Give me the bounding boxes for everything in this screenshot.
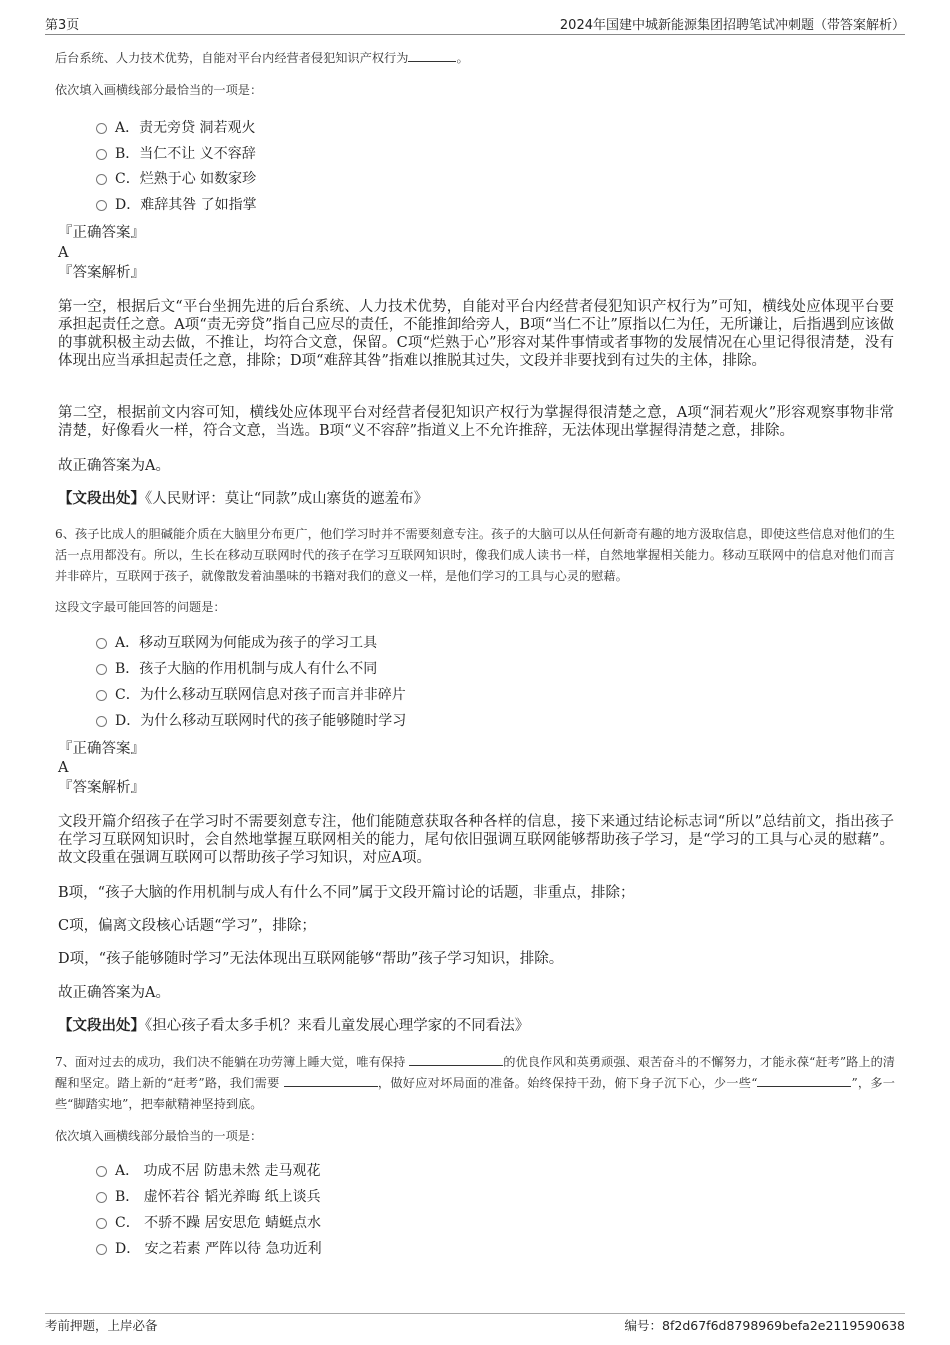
q5-option-c[interactable]: C．烂熟于心 如数家珍 (96, 170, 256, 188)
radio-icon[interactable] (96, 1192, 107, 1203)
q6-answer: A (58, 760, 69, 776)
q5-answer-label: 『正确答案』 (58, 225, 145, 241)
radio-icon[interactable] (96, 690, 107, 701)
q6-option-b[interactable]: B．孩子大脑的作用机制与成人有什么不同 (96, 660, 377, 678)
q7-option-c[interactable]: C． 不骄不躁 居安思危 蜻蜓点水 (96, 1214, 321, 1232)
document-code: 编号：8f2d67f6d8798969befa2e2119590638 (624, 1318, 905, 1333)
radio-icon[interactable] (96, 149, 107, 160)
q7-option-d[interactable]: D． 安之若素 严阵以待 急功近利 (96, 1240, 322, 1258)
q5-stem-tail: 后台系统、人力技术优势，自能对平台内经营者侵犯知识产权行为 。 (55, 51, 469, 65)
radio-icon[interactable] (96, 174, 107, 185)
fill-blank (757, 1074, 851, 1087)
q5-answer: A (58, 245, 69, 261)
q6-stem: 6、孩子比成人的胆碱能介质在大脑里分布更广，他们学习时并不需要刻意专注。孩子的大脑可以从任何新奇有趣的地方汲取信息，即使这些信息对他们的生活一点用都没有。所以，生长在移动互联网时代的孩子在学习互联网知识时，像我们成人读书一样，自然地掌握相关能力。移动互联网中的信息对他们而言并非碎片，互联网于孩子，就像散发着油墨味的书籍对我们的意义一样，是他们学习的工具与心灵的慰藉。 (55, 527, 895, 583)
radio-icon[interactable] (96, 200, 107, 211)
radio-icon[interactable] (96, 1244, 107, 1255)
q5-option-a[interactable]: A．责无旁贷 洞若观火 (96, 119, 256, 137)
radio-icon[interactable] (96, 1166, 107, 1177)
radio-icon[interactable] (96, 638, 107, 649)
q5-analysis-p2: 第二空，根据前文内容可知，横线处应体现平台对经营者侵犯知识产权行为掌握得很清楚之意，A项“洞若观火”形容观察事物非常清楚，好像看火一样，符合文意，当选。B项“义不容辞”指道义上不允许推辞，无法体现出掌握得清楚之意，排除。 (58, 405, 894, 439)
q7-prompt: 依次填入画横线部分最恰当的一项是： (55, 1129, 263, 1143)
document-title: 2024年国建中城新能源集团招聘笔试冲刺题（带答案解析） (559, 18, 905, 33)
q5-analysis-p3: 故正确答案为A。 (58, 458, 170, 474)
q5-option-d[interactable]: D．难辞其咎 了如指掌 (96, 196, 257, 214)
radio-icon[interactable] (96, 123, 107, 134)
q6-option-d[interactable]: D．为什么移动互联网时代的孩子能够随时学习 (96, 712, 406, 730)
fill-blank (409, 1053, 503, 1066)
q5-prompt: 依次填入画横线部分最恰当的一项是： (55, 83, 263, 97)
q6-analysis-p2: B项，“孩子大脑的作用机制与成人有什么不同”属于文段开篇讨论的话题，非重点，排除； (58, 885, 635, 901)
q6-source: 【文段出处】《担心孩子看太多手机？来看儿童发展心理学家的不同看法》 (58, 1017, 530, 1034)
page-header (45, 12, 905, 35)
q5-analysis-p1: 第一空，根据后文“平台坐拥先进的后台系统、人力技术优势，自能对平台内经营者侵犯知识产权行为”可知，横线处应体现平台要承担起责任之意。A项“责无旁贷”指自己应尽的责任，不能推卸给旁人，B项“当仁不让”原指以仁为任，无所谦让，后指遇到应该做的事就积极主动去做，不推让，均符合文意，保留。C项“烂熟于心”形容对某件事情或者事物的发展情况在心里记得很清楚，没有体现出应当承担起责任之意，排除；D项“难辞其咎”指难以推脱其过失，文段并非要找到有过失的主体，排除。 (58, 299, 894, 369)
radio-icon[interactable] (96, 664, 107, 675)
q6-analysis-p1: 文段开篇介绍孩子在学习时不需要刻意专注，他们能随意获取各种各样的信息，接下来通过结论标志词“所以”总结前文，指出孩子在学习互联网知识时，会自然地掌握互联网相关的能力，尾句依旧强调互联网能够帮助孩子学习，是“学习的工具与心灵的慰藉”。故文段重在强调互联网可以帮助孩子学习知识，对应A项。 (58, 814, 894, 866)
q6-analysis-p5: 故正确答案为A。 (58, 985, 170, 1001)
fill-blank (284, 1074, 378, 1087)
q6-option-a[interactable]: A．移动互联网为何能成为孩子的学习工具 (96, 634, 377, 652)
q7-option-b[interactable]: B． 虚怀若谷 韬光养晦 纸上谈兵 (96, 1188, 321, 1206)
q5-source: 【文段出处】《人民财评：莫让“同款”成山寨货的遮羞布》 (58, 490, 429, 507)
footer-slogan: 考前押题，上岸必备 (45, 1318, 158, 1333)
q7-stem: 7、面对过去的成功，我们决不能躺在功劳簿上睡大觉，唯有保持 的优良作风和英勇顽强、艰苦奋斗的不懈努力，才能永葆“赶考”路上的清醒和坚定。踏上新的“赶考”路，我们需要 ，做好应对坏局面的准备。始终保持干劲，俯下身子沉下心，少一些“ ”，多一些“脚踏实地”，把奉献精神坚持到底。 (55, 1055, 895, 1111)
q7-option-a[interactable]: A． 功成不居 防患未然 走马观花 (96, 1162, 320, 1180)
q6-analysis-p4: D项，“孩子能够随时学习”无法体现出互联网能够“帮助”孩子学习知识，排除。 (58, 951, 564, 967)
q6-option-c[interactable]: C．为什么移动互联网信息对孩子而言并非碎片 (96, 686, 406, 704)
page-number: 第3页 (45, 18, 80, 33)
q6-prompt: 这段文字最可能回答的问题是： (55, 600, 226, 614)
q6-analysis-p3: C项，偏离文段核心话题“学习”，排除； (58, 918, 316, 934)
radio-icon[interactable] (96, 716, 107, 727)
q6-analysis-label: 『答案解析』 (58, 780, 145, 796)
page-footer (45, 1313, 905, 1336)
fill-blank (408, 49, 456, 62)
radio-icon[interactable] (96, 1218, 107, 1229)
q6-answer-label: 『正确答案』 (58, 741, 145, 757)
q5-analysis-label: 『答案解析』 (58, 265, 145, 281)
q5-option-b[interactable]: B．当仁不让 义不容辞 (96, 145, 256, 163)
